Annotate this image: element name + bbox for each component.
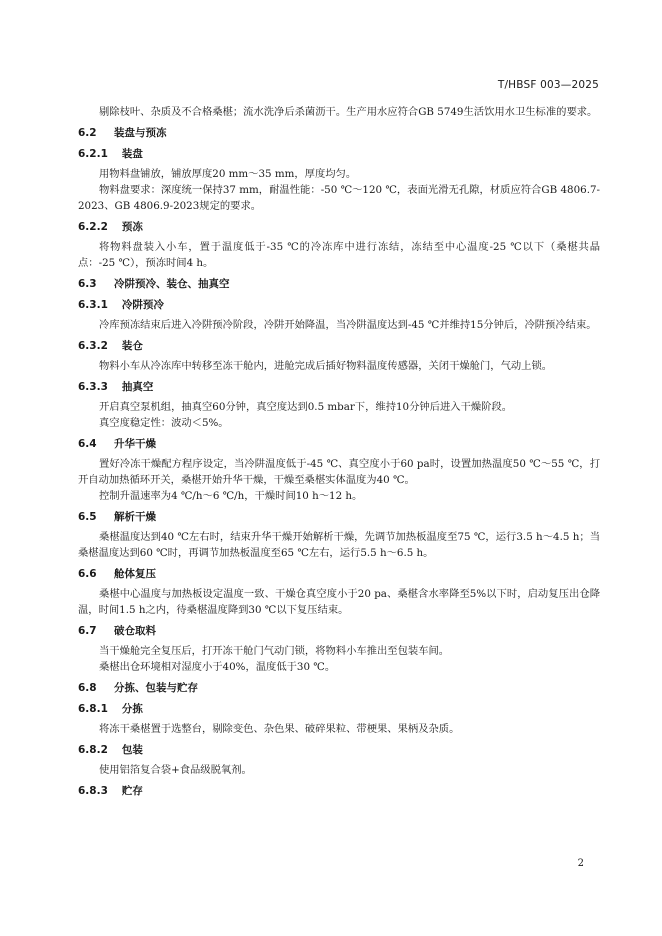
section-heading	[78, 436, 600, 452]
heading-number: 6.3	[78, 278, 97, 290]
subsection-heading	[78, 297, 600, 313]
paragraph: 将冻干桑椹置于选整台，剔除变色、杂色果、破碎果粒、带梗果、果柄及杂质。	[99, 723, 460, 735]
section-heading	[78, 509, 600, 525]
paragraph: 置好冷冻干燥配方程序设定，当冷阱温度低于-45 ℃、真空度小于60 pa时，设置加热温度50 ℃～55 ℃，打开自动加热循环开关，桑椹开始升华干燥，干燥至桑椹实体温度为40 ℃。	[78, 458, 600, 486]
document-body	[78, 104, 600, 803]
section-heading	[78, 680, 600, 696]
heading-number: 6.5	[78, 511, 97, 523]
paragraph: 用物料盘铺放，铺放厚度20 mm～35 mm，厚度均匀。	[99, 168, 357, 180]
heading-number: 6.6	[78, 568, 97, 580]
heading-title: 破仓取料	[114, 625, 156, 637]
heading-title: 冷阱预冷	[121, 299, 164, 311]
heading-title: 装仓	[121, 340, 143, 352]
paragraph: 控制升温速率为4 ℃/h～6 ℃/h，干燥时间10 h～12 h。	[99, 490, 363, 502]
subsection-heading	[78, 379, 600, 395]
paragraph: 当干燥舱完全复压后，打开冻干舱门气动门锁，将物料小车推出至包装车间。	[99, 645, 450, 657]
section-heading	[78, 276, 600, 292]
subsection-heading	[78, 701, 600, 717]
paragraph: 物料小车从冷冻库中转移至冻干舱内，进舱完成后插好物料温度传感器，关闭干燥舱门，气动上锁。	[99, 360, 553, 372]
document-code: T/HBSF 003—2025	[497, 79, 599, 91]
section-heading	[78, 623, 600, 639]
paragraph: 使用铝箔复合袋+食品级脱氧剂。	[99, 764, 252, 776]
subsection-heading	[78, 146, 600, 162]
heading-number: 6.8.1	[78, 703, 108, 715]
heading-number: 6.3.3	[78, 381, 108, 393]
subsection-heading	[78, 338, 600, 354]
heading-number: 6.8	[78, 682, 97, 694]
paragraph: 开启真空泵机组，抽真空60分钟，真空度达到0.5 mbar下，维持10分钟后进入干燥阶段。	[99, 401, 513, 413]
subsection-heading	[78, 783, 600, 799]
subsection-heading	[78, 742, 600, 758]
heading-title: 装盘	[121, 148, 143, 160]
heading-number: 6.4	[78, 438, 97, 450]
subsection-heading	[78, 219, 600, 235]
heading-number: 6.2.2	[78, 221, 108, 233]
heading-title: 分拣	[121, 703, 143, 715]
paragraph: 桑椹出仓环境相对湿度小于40%，温度低于30 ℃。	[99, 661, 336, 673]
paragraph: 将物料盘装入小车，置于温度低于-35 ℃的冷冻库中进行冻结，冻结至中心温度-25 ℃以下（桑椹共晶点：-25 ℃），预冻时间4 h。	[78, 241, 600, 269]
heading-title: 装盘与预冻	[114, 127, 167, 139]
paragraph: 真空度稳定性：波动＜5%。	[99, 417, 229, 429]
heading-title: 升华干燥	[114, 438, 156, 450]
heading-number: 6.2.1	[78, 148, 108, 160]
heading-number: 6.3.2	[78, 340, 108, 352]
heading-title: 舱体复压	[114, 568, 156, 580]
heading-title: 抽真空	[121, 381, 154, 393]
paragraph: 剔除枝叶、杂质及不合格桑椹；流水洗净后杀菌沥干。生产用水应符合GB 5749生活饮用水卫生标准的要求。	[99, 106, 598, 118]
paragraph: 桑椹中心温度与加热板设定温度一致、干燥仓真空度小于20 pa、桑椹含水率降至5%以下时，启动复压出仓降温，时间1.5 h之内，待桑椹温度降到30 ℃以下复压结束。	[78, 588, 600, 616]
heading-number: 6.2	[78, 127, 97, 139]
section-heading	[78, 125, 600, 141]
paragraph: 桑椹温度达到40 ℃左右时，结束升华干燥开始解析干燥，先调节加热板温度至75 ℃，运行3.5 h～4.5 h；当桑椹温度达到60 ℃时，再调节加热板温度至65 ℃左右，运行5.5 h～6.5 h。	[78, 531, 600, 559]
heading-number: 6.7	[78, 625, 97, 637]
page-number: 2	[577, 858, 584, 869]
heading-title: 冷阱预冷、装仓、抽真空	[114, 278, 230, 290]
heading-title: 贮存	[121, 785, 143, 797]
heading-title: 包装	[121, 744, 143, 756]
heading-number: 6.8.2	[78, 744, 108, 756]
heading-title: 预冻	[121, 221, 143, 233]
heading-title: 解析干燥	[114, 511, 156, 523]
paragraph: 冷库预冻结束后进入冷阱预冷阶段，冷阱开始降温，当冷阱温度达到-45 ℃并维持15分钟后，冷阱预冷结束。	[99, 319, 597, 331]
heading-title: 分拣、包装与贮存	[114, 682, 198, 694]
heading-number: 6.3.1	[78, 299, 108, 311]
heading-number: 6.8.3	[78, 785, 108, 797]
paragraph: 物料盘要求：深度统一保持37 mm，耐温性能：-50 ℃～120 ℃，表面光滑无孔隙，材质应符合GB 4806.7-2023、GB 4806.9-2023规定的要求。	[78, 184, 600, 212]
section-heading	[78, 566, 600, 582]
